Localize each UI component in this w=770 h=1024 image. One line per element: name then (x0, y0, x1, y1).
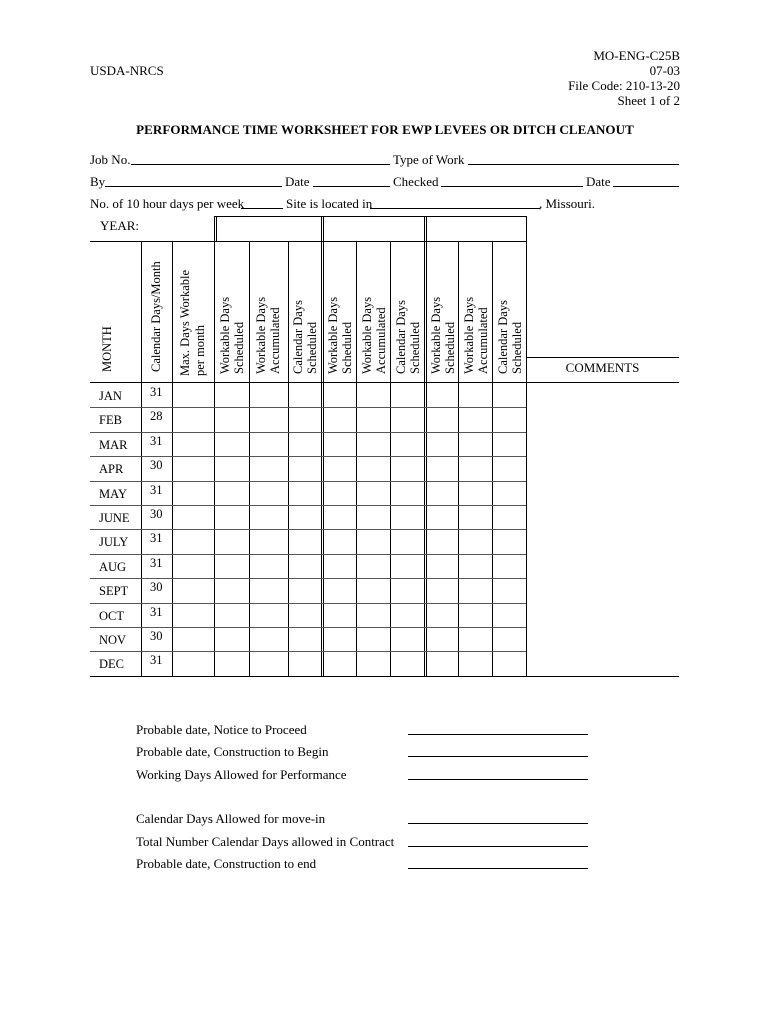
month-label: SEPT (99, 584, 129, 599)
worksheet-cell[interactable] (173, 505, 214, 528)
job-no-label: Job No. (90, 152, 131, 167)
worksheet-cell[interactable] (215, 432, 249, 455)
type-of-work-field[interactable] (468, 164, 679, 165)
worksheet-cell[interactable] (459, 383, 492, 406)
worksheet-cell[interactable] (173, 481, 214, 504)
worksheet-cell[interactable] (173, 456, 214, 479)
month-label: FEB (99, 413, 122, 428)
worksheet-cell[interactable] (391, 481, 424, 504)
worksheet-cell[interactable] (357, 432, 390, 455)
g2-calendar-scheduled-2: Scheduled (408, 321, 422, 374)
worksheet-cell[interactable] (425, 456, 458, 479)
summary-field-begin[interactable] (408, 756, 588, 757)
worksheet-cell[interactable] (173, 603, 214, 626)
form-revision: 07-03 (649, 63, 680, 78)
date1-label: Date (285, 174, 310, 189)
g1-workable-scheduled-2: Scheduled (232, 321, 246, 374)
worksheet-cell[interactable] (289, 627, 321, 650)
worksheet-cell[interactable] (493, 505, 526, 528)
worksheet-cell[interactable] (493, 432, 526, 455)
worksheet-cell[interactable] (322, 651, 356, 674)
g1-calendar-scheduled-2: Scheduled (305, 321, 319, 374)
worksheet-cell[interactable] (173, 432, 214, 455)
worksheet-cell[interactable] (215, 481, 249, 504)
worksheet-cell[interactable] (459, 529, 492, 552)
summary-label-total-days: Total Number Calendar Days allowed in Contract (136, 834, 395, 849)
g3-workable-accumulated-1: Workable Days (462, 296, 476, 374)
worksheet-cell[interactable] (250, 432, 288, 455)
worksheet-cell[interactable] (289, 603, 321, 626)
worksheet-cell[interactable] (459, 407, 492, 430)
worksheet-cell[interactable] (459, 456, 492, 479)
worksheet-cell[interactable] (250, 554, 288, 577)
worksheet-cell[interactable] (289, 481, 321, 504)
g2-calendar-scheduled-1: Calendar Days (394, 300, 408, 374)
month-label: NOV (99, 633, 127, 647)
worksheet-cell[interactable] (459, 603, 492, 626)
worksheet-cell[interactable] (322, 481, 356, 504)
g3-workable-accumulated-2: Accumulated (476, 307, 490, 374)
date1-field[interactable] (313, 186, 390, 187)
calendar-days-value: 30 (150, 580, 163, 595)
worksheet-cell[interactable] (493, 578, 526, 601)
g2-workable-scheduled-2: Scheduled (340, 321, 354, 374)
worksheet-cell[interactable] (357, 481, 390, 504)
worksheet-cell[interactable] (173, 627, 214, 650)
worksheet-cell[interactable] (391, 432, 424, 455)
worksheet-cell[interactable] (322, 554, 356, 577)
worksheet-cell[interactable] (215, 651, 249, 674)
calendar-days-value: 31 (150, 604, 163, 619)
type-of-work-label: Type of Work (393, 152, 465, 167)
date2-label: Date (586, 174, 611, 189)
worksheet-cell[interactable] (250, 578, 288, 601)
worksheet-cell[interactable] (493, 407, 526, 430)
worksheet-cell[interactable] (289, 505, 321, 528)
worksheet-cell[interactable] (493, 627, 526, 650)
worksheet-cell[interactable] (215, 578, 249, 601)
worksheet-cell[interactable] (173, 578, 214, 601)
worksheet-cell[interactable] (250, 603, 288, 626)
worksheet-cell[interactable] (425, 383, 458, 406)
checked-label: Checked (393, 174, 439, 189)
worksheet-cell[interactable] (425, 651, 458, 674)
worksheet-cell[interactable] (215, 627, 249, 650)
worksheet-cell[interactable] (322, 505, 356, 528)
worksheet-cell[interactable] (459, 578, 492, 601)
summary-field-working-days[interactable] (408, 779, 588, 780)
calendar-days-value: 30 (150, 507, 163, 521)
sheet-number: Sheet 1 of 2 (617, 93, 680, 108)
worksheet-cell[interactable] (215, 383, 249, 406)
g3-workable-scheduled-2: Scheduled (443, 321, 457, 374)
worksheet-cell[interactable] (425, 505, 458, 528)
month-label: MAR (99, 437, 128, 452)
g1-workable-accumulated-1: Workable Days (254, 296, 268, 374)
worksheet-cell[interactable] (357, 505, 390, 528)
worksheet-cell[interactable] (493, 651, 526, 674)
col-divider (526, 216, 527, 676)
date2-field[interactable] (613, 186, 679, 187)
worksheet-cell[interactable] (322, 432, 356, 455)
g2-workable-scheduled-1: Workable Days (326, 296, 340, 374)
calendar-days-value: 28 (150, 409, 163, 424)
worksheet-cell[interactable] (215, 554, 249, 577)
worksheet-cell[interactable] (357, 627, 390, 650)
worksheet-cell[interactable] (459, 554, 492, 577)
worksheet-cell[interactable] (250, 407, 288, 430)
month-label: JAN (99, 389, 122, 403)
worksheet-cell[interactable] (322, 603, 356, 626)
worksheet-cell[interactable] (215, 529, 249, 552)
summary-label-move-in: Calendar Days Allowed for move-in (136, 811, 326, 826)
month-label: JULY (99, 535, 129, 550)
summary-label-end: Probable date, Construction to end (136, 856, 317, 871)
worksheet-cell[interactable] (357, 603, 390, 626)
g3-calendar-scheduled-1: Calendar Days (496, 300, 510, 374)
worksheet-cell[interactable] (215, 603, 249, 626)
worksheet-cell[interactable] (493, 383, 526, 406)
worksheet-cell[interactable] (459, 651, 492, 674)
g1-workable-accumulated-2: Accumulated (268, 307, 282, 374)
worksheet-cell[interactable] (250, 627, 288, 650)
worksheet-cell[interactable] (459, 627, 492, 650)
hours-per-week-field[interactable] (241, 208, 283, 209)
worksheet-cell[interactable] (250, 529, 288, 552)
worksheet-cell[interactable] (289, 432, 321, 455)
g2-workable-accumulated-1: Workable Days (360, 296, 374, 374)
worksheet-cell[interactable] (215, 505, 249, 528)
summary-field-total-days[interactable] (408, 846, 588, 847)
agency-label: USDA-NRCS (90, 63, 164, 78)
worksheet-cell[interactable] (459, 505, 492, 528)
worksheet-cell[interactable] (173, 651, 214, 674)
worksheet-cell[interactable] (173, 554, 214, 577)
worksheet-cell[interactable] (493, 603, 526, 626)
worksheet-cell[interactable] (493, 529, 526, 552)
page-title: PERFORMANCE TIME WORKSHEET FOR EWP LEVEES OR DITCH CLEANOUT (136, 122, 634, 137)
worksheet-cell[interactable] (289, 407, 321, 430)
month-header: MONTH (100, 326, 114, 372)
worksheet-cell[interactable] (425, 578, 458, 601)
worksheet-cell[interactable] (391, 554, 424, 577)
month-label: OCT (99, 608, 124, 623)
form-id: MO-ENG-C25B (593, 48, 680, 63)
summary-label-notice: Probable date, Notice to Proceed (136, 722, 307, 737)
file-code: File Code: 210-13-20 (568, 78, 680, 93)
row-divider (526, 357, 679, 358)
worksheet-cell[interactable] (322, 578, 356, 601)
calendar-days-value: 30 (150, 458, 163, 473)
calendar-days-value: 31 (150, 653, 163, 668)
site-located-label: Site is located in (286, 196, 373, 211)
missouri-label: , Missouri. (539, 196, 595, 211)
worksheet-cell[interactable] (425, 481, 458, 504)
year-label: YEAR: (100, 218, 139, 233)
worksheet-cell[interactable] (425, 529, 458, 552)
worksheet-cell[interactable] (391, 603, 424, 626)
max-days-header-line2: per month (193, 324, 207, 376)
worksheet-cell[interactable] (173, 383, 214, 406)
worksheet-cell[interactable] (357, 383, 390, 406)
g1-calendar-scheduled-1: Calendar Days (291, 300, 305, 374)
g1-workable-scheduled-1: Workable Days (218, 296, 232, 374)
summary-field-move-in[interactable] (408, 823, 588, 824)
max-days-header-line1: Max. Days Workable (178, 269, 192, 376)
worksheet-cell[interactable] (289, 383, 321, 406)
worksheet-cell[interactable] (250, 456, 288, 479)
worksheet-cell[interactable] (357, 456, 390, 479)
worksheet-cell[interactable] (289, 456, 321, 479)
worksheet-cell[interactable] (322, 627, 356, 650)
hours-per-week-label: No. of 10 hour days per week (90, 196, 245, 211)
comments-header: COMMENTS (565, 360, 640, 375)
row-divider (90, 676, 679, 677)
g3-calendar-scheduled-2: Scheduled (510, 321, 524, 374)
worksheet-cell[interactable] (493, 554, 526, 577)
summary-field-notice[interactable] (408, 734, 588, 735)
worksheet-cell[interactable] (357, 651, 390, 674)
worksheet-cell[interactable] (357, 578, 390, 601)
job-no-field[interactable] (131, 164, 390, 165)
worksheet-cell[interactable] (391, 505, 424, 528)
summary-field-end[interactable] (408, 868, 588, 869)
worksheet-cell[interactable] (250, 651, 288, 674)
worksheet-cell[interactable] (322, 383, 356, 406)
col-divider (216, 216, 217, 242)
worksheet-cell[interactable] (357, 554, 390, 577)
worksheet-cell[interactable] (391, 456, 424, 479)
worksheet-cell[interactable] (391, 651, 424, 674)
g2-workable-accumulated-2: Accumulated (374, 307, 388, 374)
worksheet-cell[interactable] (250, 505, 288, 528)
worksheet-cell[interactable] (391, 529, 424, 552)
by-field[interactable] (105, 186, 282, 187)
worksheet-cell[interactable] (250, 383, 288, 406)
worksheet-cell[interactable] (425, 554, 458, 577)
worksheet-cell[interactable] (425, 432, 458, 455)
calendar-days-month-header: Calendar Days/Month (149, 261, 163, 372)
worksheet-cell[interactable] (357, 407, 390, 430)
worksheet-cell[interactable] (493, 456, 526, 479)
month-label: DEC (99, 657, 124, 672)
by-label: By (90, 174, 106, 189)
summary-label-working-days: Working Days Allowed for Performance (136, 767, 347, 782)
row-divider (214, 216, 526, 217)
month-label: JUNE (99, 511, 130, 525)
col-divider (141, 241, 142, 676)
worksheet-cell[interactable] (322, 407, 356, 430)
worksheet-cell[interactable] (459, 432, 492, 455)
calendar-days-value: 31 (150, 385, 163, 399)
month-label: AUG (99, 559, 127, 574)
calendar-days-value: 31 (150, 433, 163, 448)
worksheet-cell[interactable] (250, 481, 288, 504)
worksheet-cell[interactable] (357, 529, 390, 552)
row-divider (90, 241, 526, 242)
month-label: MAY (99, 486, 128, 501)
worksheet-cell[interactable] (173, 407, 214, 430)
worksheet-cell[interactable] (391, 578, 424, 601)
calendar-days-value: 30 (150, 629, 163, 643)
worksheet-cell[interactable] (391, 627, 424, 650)
worksheet-cell[interactable] (215, 407, 249, 430)
checked-field[interactable] (441, 186, 583, 187)
worksheet-cell[interactable] (289, 651, 321, 674)
worksheet-cell[interactable] (215, 456, 249, 479)
worksheet-cell[interactable] (289, 529, 321, 552)
calendar-days-value: 31 (150, 482, 163, 497)
worksheet-cell[interactable] (425, 627, 458, 650)
worksheet-cell[interactable] (391, 407, 424, 430)
g3-workable-scheduled-1: Workable Days (429, 296, 443, 374)
worksheet-cell[interactable] (459, 481, 492, 504)
worksheet-cell[interactable] (425, 603, 458, 626)
worksheet-cell[interactable] (173, 529, 214, 552)
site-located-field[interactable] (370, 208, 540, 209)
worksheet-cell[interactable] (322, 456, 356, 479)
calendar-days-value: 31 (150, 555, 163, 570)
worksheet-cell[interactable] (391, 383, 424, 406)
summary-label-begin: Probable date, Construction to Begin (136, 744, 329, 759)
worksheet-cell[interactable] (493, 481, 526, 504)
month-label: APR (99, 462, 124, 477)
worksheet-cell[interactable] (322, 529, 356, 552)
worksheet-cell[interactable] (425, 407, 458, 430)
worksheet-cell[interactable] (289, 554, 321, 577)
calendar-days-value: 31 (150, 531, 163, 546)
worksheet-cell[interactable] (289, 578, 321, 601)
